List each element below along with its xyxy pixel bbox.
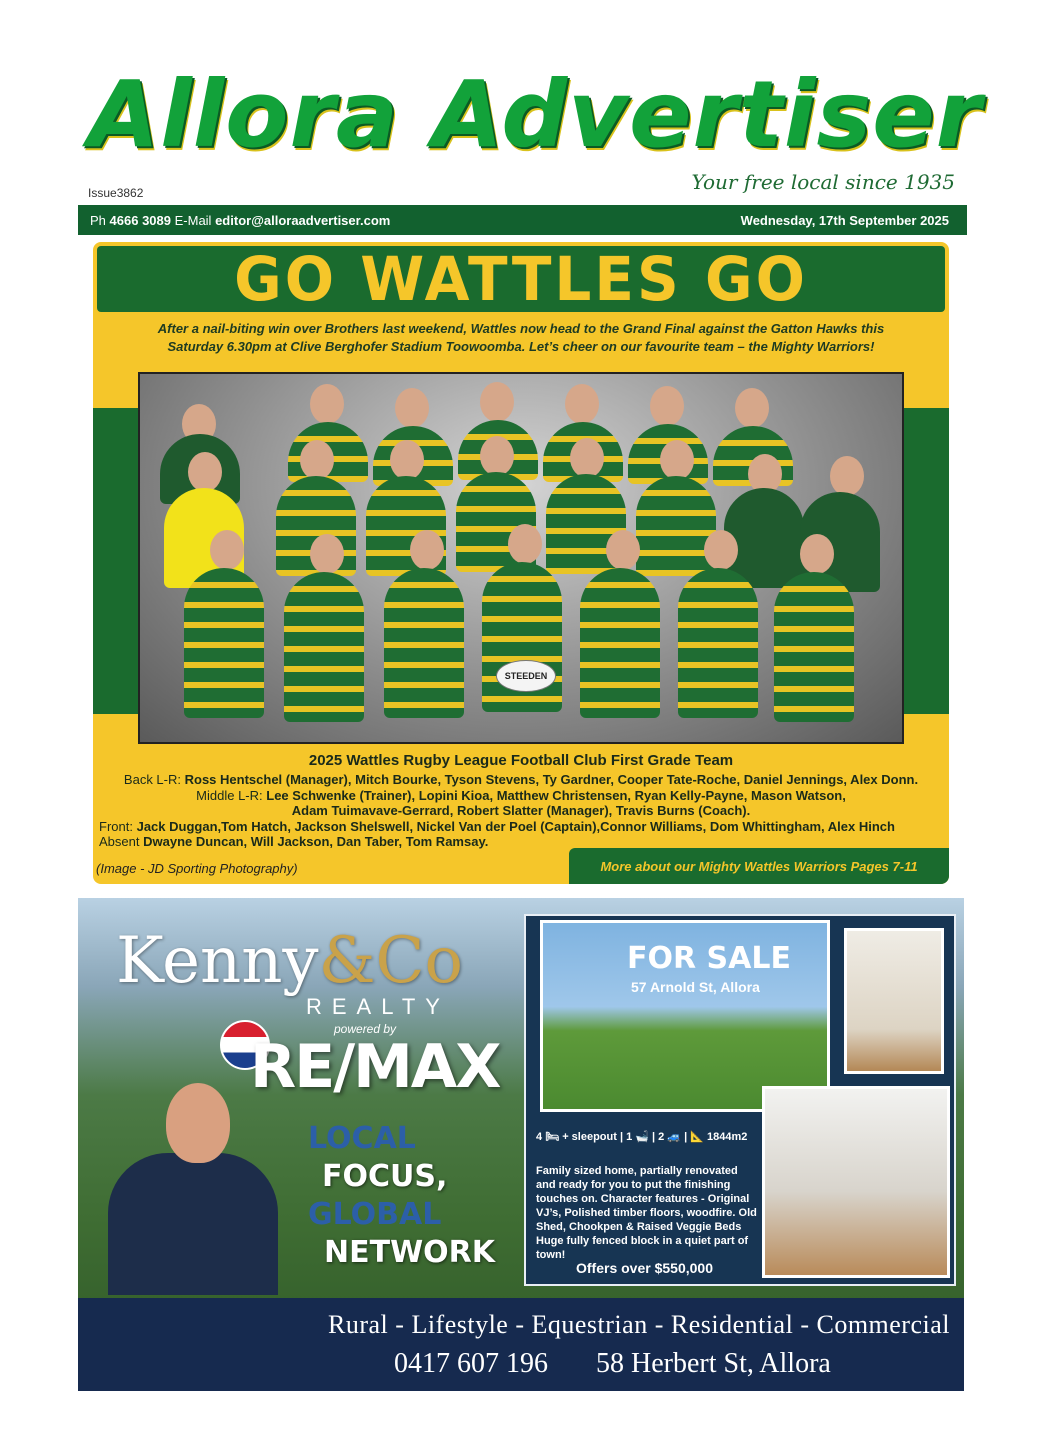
masthead-title: Allora Advertiser [88,61,982,168]
hallway-photo [844,928,944,1074]
agent-shirt [108,1153,278,1295]
kenny-co-logo [116,924,463,998]
player-head [310,384,344,424]
player-head [830,456,864,496]
ad-footer [78,1298,964,1391]
slogan [308,1120,495,1272]
property-listing[interactable] [524,914,956,1286]
caption-front-row [99,819,943,835]
for-sale-label: FOR SALE [627,941,791,976]
property-specs: 4 🛏 + sleepout | 1 🛁 | 2 🚙 | 📐 1844m2 [536,1131,748,1143]
email-label: E-Mail [174,212,212,228]
player-head [565,384,599,424]
back-names: Ross Hentschel (Manager), Mitch Bourke, Tyson Stevens, Ty Gardner, Cooper Tate-Roche, Daniel Jennings, Alex Donn. [184,772,919,787]
brand-amp: &Co [318,924,464,998]
team-caption [99,772,943,850]
intro-line-2: Saturday 6.30pm at Clive Berghofer Stadium Toowoomba. Let’s cheer on our favourite team – the Mighty Warriors! [167,339,875,354]
player-head [310,534,344,574]
brand-name: Kenny [116,924,319,998]
player [184,568,264,718]
player-head [570,438,604,478]
tagline: Your free local since 1935 [691,170,955,194]
issue-number [88,186,143,200]
player-head [606,530,640,570]
property-description: Family sized home, partially renovated and ready for you to put the finishing touches on. Character features - Original VJ’s, Polished timber floors, woodfire. Old Shed, Chookpen & Raised Veggie Beds Huge fully fenced block in a quiet part of town! [536,1165,757,1261]
issue-label: Issue [88,186,117,200]
back-label: Back L-R: [123,772,181,787]
player-head [395,388,429,428]
front-names: Jack Duggan,Tom Hatch, Jackson Shelswell, Nickel Van der Poel (Captain),Connor Williams, Dom Whittingham, Alex Hinch [136,818,895,834]
absent-label: Absent [99,834,140,849]
player-head [480,436,514,476]
player [678,568,758,718]
player-head [650,386,684,426]
real-estate-ad [78,898,964,1391]
agency-address: 58 Herbert St, Allora [596,1348,831,1379]
slogan-network: NETWORK [324,1235,496,1270]
player-head [210,530,244,570]
issue-value: 3862 [116,186,144,200]
realty-wordmark: REALTY [306,994,450,1019]
player [580,568,660,718]
living-room-photo [762,1086,950,1278]
player-head [480,382,514,422]
slogan-global: GLOBAL [308,1197,442,1232]
phone-label: Ph [90,212,106,228]
player-head [410,530,444,570]
services-list: Rural - Lifestyle - Equestrian - Residential - Commercial [328,1310,950,1339]
player-head [188,452,222,492]
player-head [300,440,334,480]
email-link[interactable]: editor@alloraadvertiser.com [215,212,391,228]
caption-middle-row [99,788,943,804]
middle-names-1: Lee Schwenke (Trainer), Lopini Kioa, Matthew Christensen, Ryan Kelly-Payne, Mason Watson, [266,787,846,803]
feature-headline: GO WATTLES GO [234,243,808,315]
player-head [390,440,424,480]
property-address: 57 Arnold St, Allora [631,979,760,995]
absent-names: Dwayne Duncan, Will Jackson, Dan Taber, Tom Ramsay. [143,834,489,849]
player-head [660,440,694,480]
intro-line-1: After a nail-biting win over Brothers last weekend, Wattles now head to the Grand Final against the Gatton Hawks this [157,321,885,336]
house-exterior-photo [540,920,830,1112]
player [774,572,854,722]
front-label: Front: [99,818,133,834]
feature-panel [93,242,949,884]
remax-logo: RE/MAX [250,1032,500,1102]
issue-date: Wednesday, 17th September 2025 [740,212,949,228]
middle-names-2: Adam Tuimavave-Gerrard, Robert Slatter (Manager), Travis Burns (Coach). [291,803,751,818]
ball-text: STEEDEN [504,671,548,681]
contact-bar [78,205,967,235]
slogan-focus: FOCUS, [322,1159,448,1194]
feature-intro [113,320,929,356]
contact-details [90,213,390,228]
caption-back-row [99,772,943,788]
agency-phone[interactable]: 0417 607 196 [394,1348,548,1379]
slogan-local: LOCAL [308,1121,416,1156]
photo-credit: (Image - JD Sporting Photography) [96,861,298,876]
player-head [508,524,542,564]
player-head [800,534,834,574]
player [384,568,464,718]
caption-middle-row-2 [99,803,943,819]
steeden-ball [496,660,556,692]
headline-band [97,243,945,315]
team-photo [138,372,904,744]
phone-number: 4666 3089 [109,212,171,228]
player [636,476,716,576]
player-head [704,530,738,570]
agent-face [166,1083,230,1163]
player [284,572,364,722]
property-price: Offers over $550,000 [576,1260,713,1276]
more-pages-banner: More about our Mighty Wattles Warriors Pages 7-11 [569,848,949,884]
player-head [735,388,769,428]
powered-by: powered by [334,1022,397,1036]
agent-photo [108,1083,278,1295]
middle-label: Middle L-R: [196,787,263,803]
caption-title: 2025 Wattles Rugby League Football Club First Grade Team [308,752,734,769]
